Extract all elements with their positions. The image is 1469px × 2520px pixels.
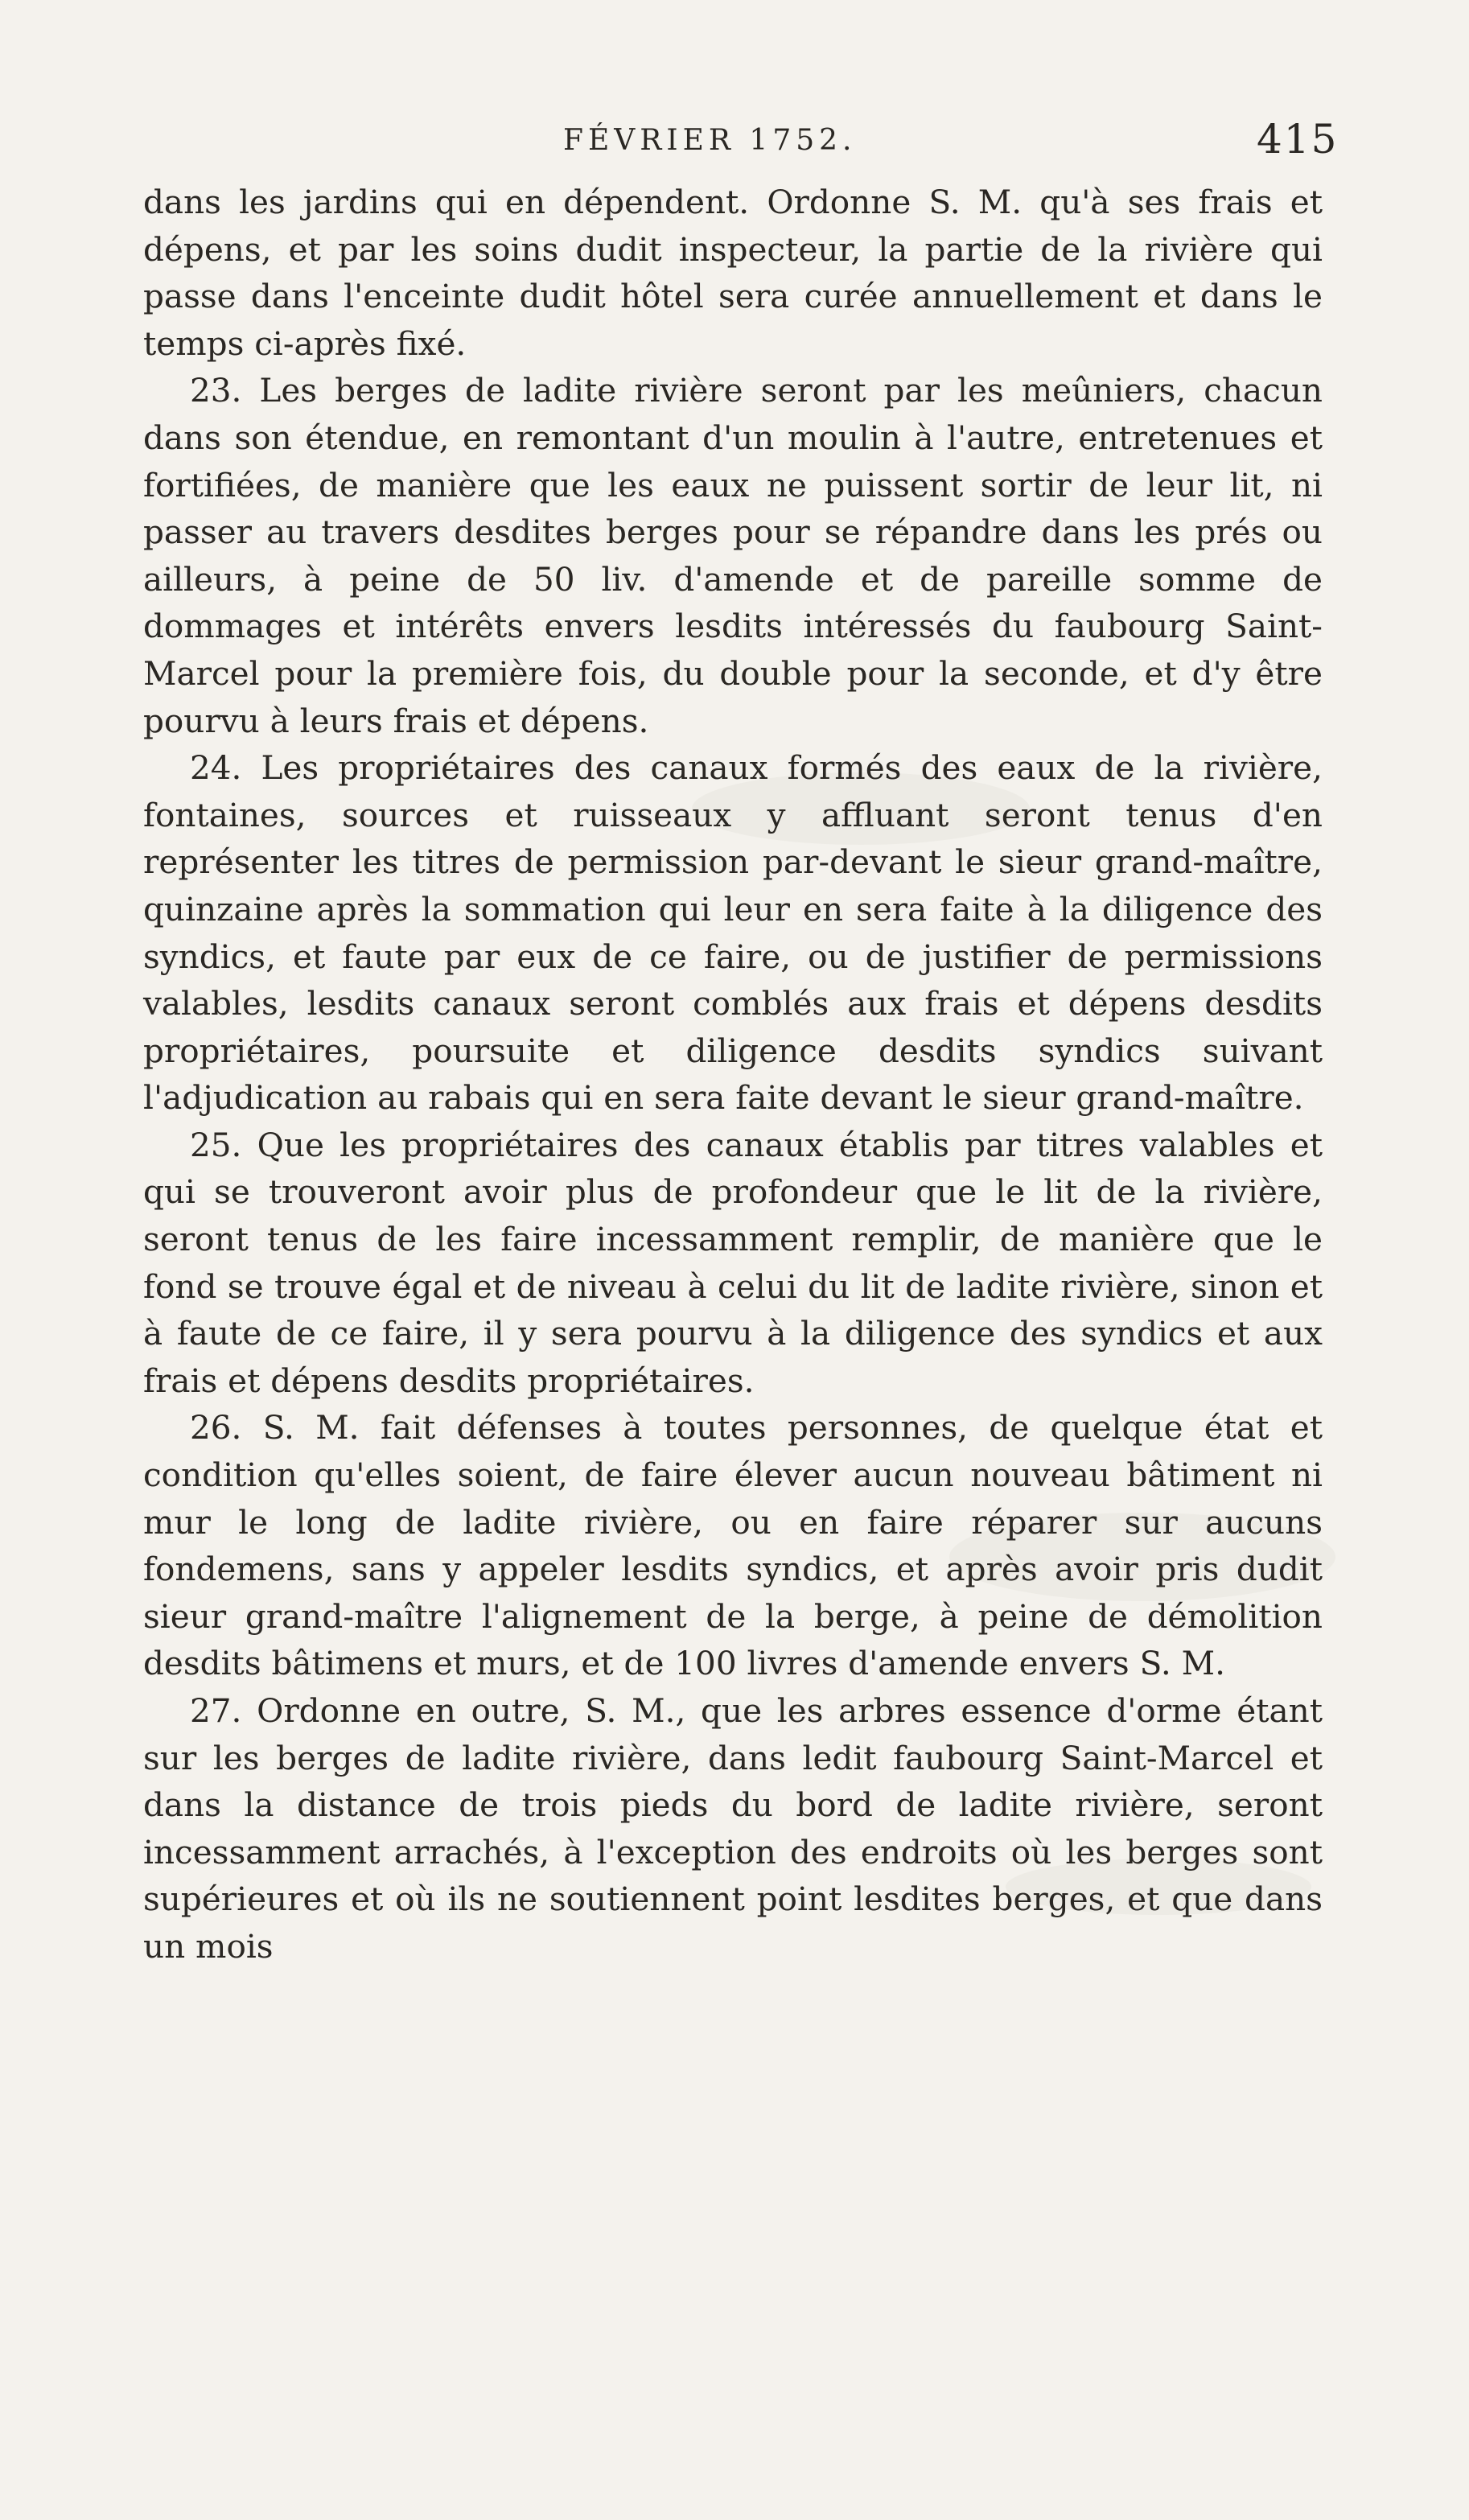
body-text bbox=[143, 179, 1323, 1970]
article-26: 26. S. M. fait défenses à toutes personnes, de quelque état et condition qu'elles soient, de faire élever aucun nouveau bâtiment ni mur le long de ladite rivière, ou en faire réparer sur aucuns fondemens, sans y appeler lesdits syndics, et après avoir pris dudit sieur grand-maître l'alignement de la berge, à peine de démolition desdits bâtimens et murs, et de 100 livres d'amende envers S. M. bbox=[143, 1408, 1323, 1683]
article-24: 24. Les propriétaires des canaux formés des eaux de la rivière, fontaines, sources et ruisseaux y affluant seront tenus d'en représenter les titres de permission par-devant le sieur grand-maître, quinzaine après la sommation qui leur en sera faite à la diligence des syndics, et faute par eux de ce faire, ou de justifier de permissions valables, lesdits canaux seront comblés aux frais et dépens desdits propriétaires, poursuite et diligence desdits syndics suivant l'adjudication au rabais qui en sera faite devant le sieur grand-maître. bbox=[143, 748, 1323, 1118]
article-25: 25. Que les propriétaires des canaux établis par titres valables et qui se trouveront avoir plus de profondeur que le lit de la rivière, seront tenus de les faire incessamment remplir, de manière que le fond se trouve égal et de niveau à celui du lit de ladite rivière, sinon et à faute de ce faire, il y sera pourvu à la diligence des syndics et aux frais et dépens desdits propriétaires. bbox=[143, 1125, 1323, 1400]
article-27: 27. Ordonne en outre, S. M., que les arbres essence d'orme étant sur les berges de ladite rivière, dans ledit faubourg Saint-Marcel et dans la distance de trois pieds du bord de ladite rivière, seront incessamment arrachés, à l'exception des endroits où les berges sont supérieures et où ils ne soutiennent point lesdites berges, et que dans un mois bbox=[143, 1691, 1323, 1966]
article-23: 23. Les berges de ladite rivière seront par les meûniers, chacun dans son étendue, en remontant d'un moulin à l'autre, entretenues et fortifiées, de manière que les eaux ne puissent sortir de leur lit, ni passer au travers desdites berges pour se répandre dans les prés ou ailleurs, à peine de 50 liv. d'amende et de pareille somme de dommages et intérêts envers lesdits intéressés du faubourg Saint-Marcel pour la première fois, du double pour la seconde, et d'y être pourvu à leurs frais et dépens. bbox=[143, 371, 1323, 740]
running-head: FÉVRIER 1752. bbox=[563, 124, 857, 157]
paragraph-continuation: dans les jardins qui en dépendent. Ordonne S. M. qu'à ses frais et dépens, et par les soins dudit inspecteur, la partie de la rivière qui passe dans l'enceinte dudit hôtel sera curée annuellement et dans le temps ci-après fixé. bbox=[143, 183, 1323, 363]
page-number: 415 bbox=[1257, 116, 1339, 163]
page-header bbox=[0, 116, 1469, 169]
